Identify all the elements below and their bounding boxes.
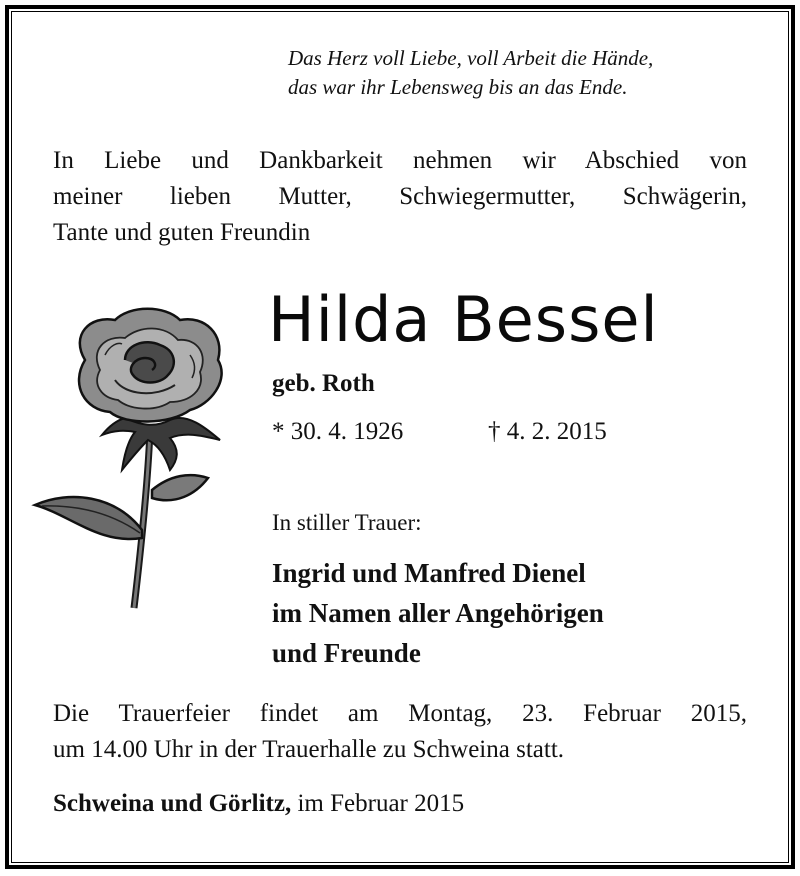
ceremony-line-1: Die Trauerfeier findet am Montag, 23. Februar 2015, [53,700,747,727]
ceremony-line-2: um 14.00 Uhr in der Trauerhalle zu Schweina statt. [53,736,565,763]
mourning-label: In stiller Trauer: [272,510,422,535]
place-date [53,790,464,818]
motto-verse [288,44,748,102]
intro-line-3: Tante und guten Freundin [53,219,311,246]
rose-icon [30,300,240,615]
mourners-line-3: und Freunde [272,638,421,668]
ceremony-text [53,696,747,768]
intro-text [53,143,747,251]
deceased-name: Hilda Bessel [268,283,659,356]
motto-line-2: das war ihr Lebensweg bis an das Ende. [288,75,628,99]
motto-line-1: Das Herz voll Liebe, voll Arbeit die Hände, [288,46,654,70]
place-location: Schweina und Görlitz, [53,790,292,817]
intro-line-2: meiner lieben Mutter, Schwiegermutter, Schwägerin, [53,183,747,210]
mourners-line-1: Ingrid und Manfred Dienel [272,558,586,588]
death-date: † 4. 2. 2015 [488,418,607,445]
intro-line-1: In Liebe und Dankbarkeit nehmen wir Abschied von [53,147,747,174]
mourners-line-2: im Namen aller Angehörigen [272,598,604,628]
born-name: geb. Roth [272,370,375,397]
birth-date: * 30. 4. 1926 [272,418,404,445]
place-month: im Februar 2015 [291,790,465,817]
mourners-list [272,553,604,673]
